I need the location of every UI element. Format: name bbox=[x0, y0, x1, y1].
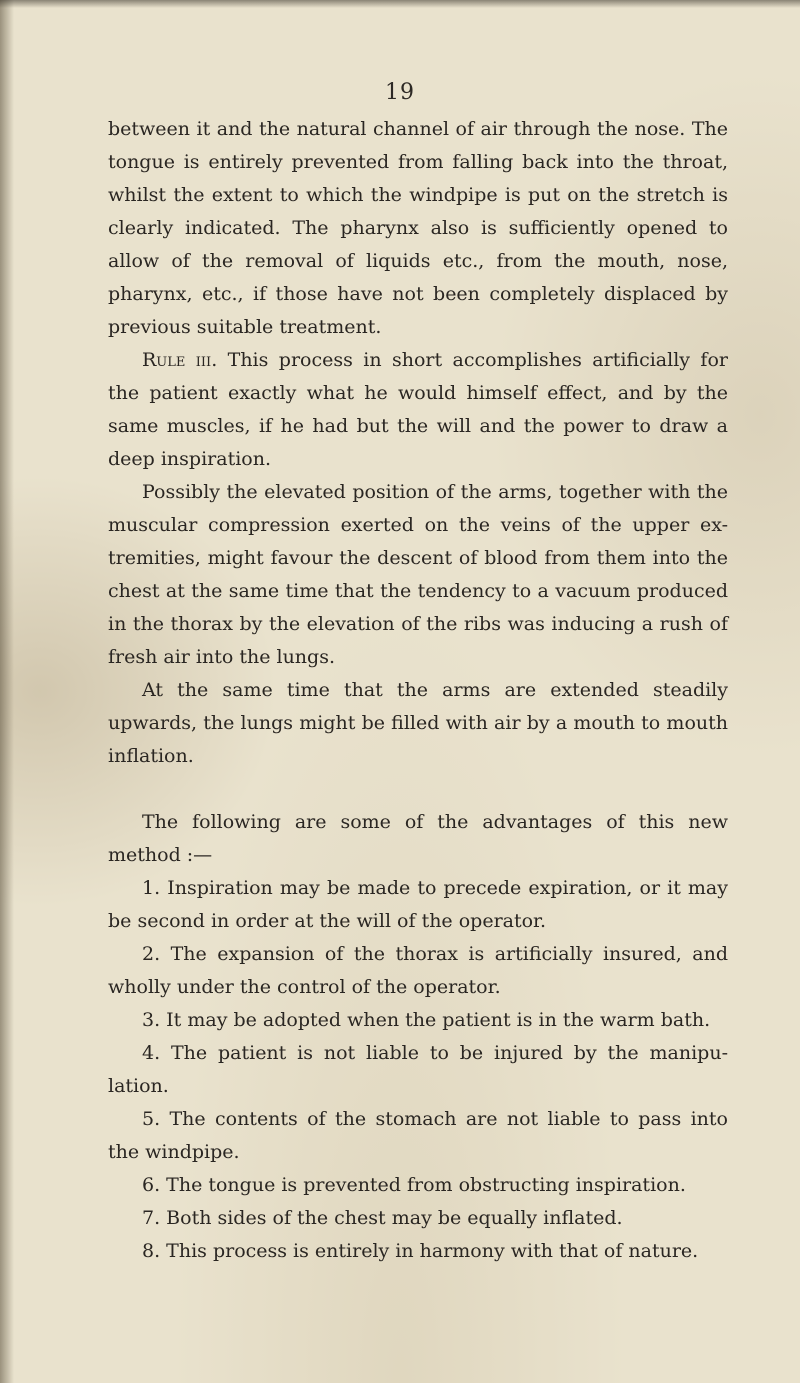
rule-label: Rule iii. bbox=[142, 349, 218, 371]
advantage-item-7: 7. Both sides of the chest may be equally inflated. bbox=[142, 1207, 623, 1229]
paragraph-mouth-inflation: At the same time that the arms are extended steadily upwards, the lungs might be filled with air by a mouth to mouth inflation. bbox=[108, 679, 728, 767]
paragraph-blood-descent: Possibly the elevated position of the arms, together with the muscular compression exerted on the veins of the upper ex- tremities, might favour the descent of blood from them into the chest at the same time that the tendency to a vacuum produced in the thorax by the elevation of the ribs was inducing a rush of fresh air into the lungs. bbox=[108, 481, 728, 668]
advantage-item-8: 8. This process is entirely in harmony with that of nature. bbox=[142, 1240, 699, 1262]
paragraph-continuation: between it and the natural channel of air through the nose. The tongue is entirely prevented from falling back into the throat, whilst the extent to which the windpipe is put on the stretch is clearly indicated. The pharynx also is sufficiently opened to allow of the removal of liquids etc., from the mouth, nose, pharynx, etc., if those have not been completely displaced by previous suitable treatment. bbox=[108, 118, 728, 338]
page-number: 19 bbox=[385, 80, 415, 105]
page-binding-shadow bbox=[0, 0, 14, 1383]
page-top-shadow bbox=[0, 0, 800, 8]
rule-text: This process in short accomplishes artificially for the patient exactly what he would himself effect, and by the same muscles, if he had but the will and the power to draw a deep inspiration. bbox=[108, 349, 728, 470]
advantage-item-6: 6. The tongue is prevented from obstructing inspiration. bbox=[142, 1174, 686, 1196]
advantage-item-1: 1. Inspiration may be made to precede expiration, or it may be second in order at the will of the operator. bbox=[108, 877, 728, 932]
advantage-item-5: 5. The contents of the stomach are not liable to pass into the windpipe. bbox=[108, 1108, 728, 1163]
advantage-item-3: 3. It may be adopted when the patient is in the warm bath. bbox=[142, 1009, 711, 1031]
page-body bbox=[108, 113, 728, 1268]
paragraph-rule-iii bbox=[108, 344, 728, 476]
advantage-item-4: 4. The patient is not liable to be injured by the manipu- lation. bbox=[108, 1042, 728, 1097]
paragraph-advantages-intro: The following are some of the advantages of this new method :— bbox=[108, 811, 728, 866]
advantage-item-2: 2. The expansion of the thorax is artificially insured, and wholly under the control of the operator. bbox=[108, 943, 728, 998]
